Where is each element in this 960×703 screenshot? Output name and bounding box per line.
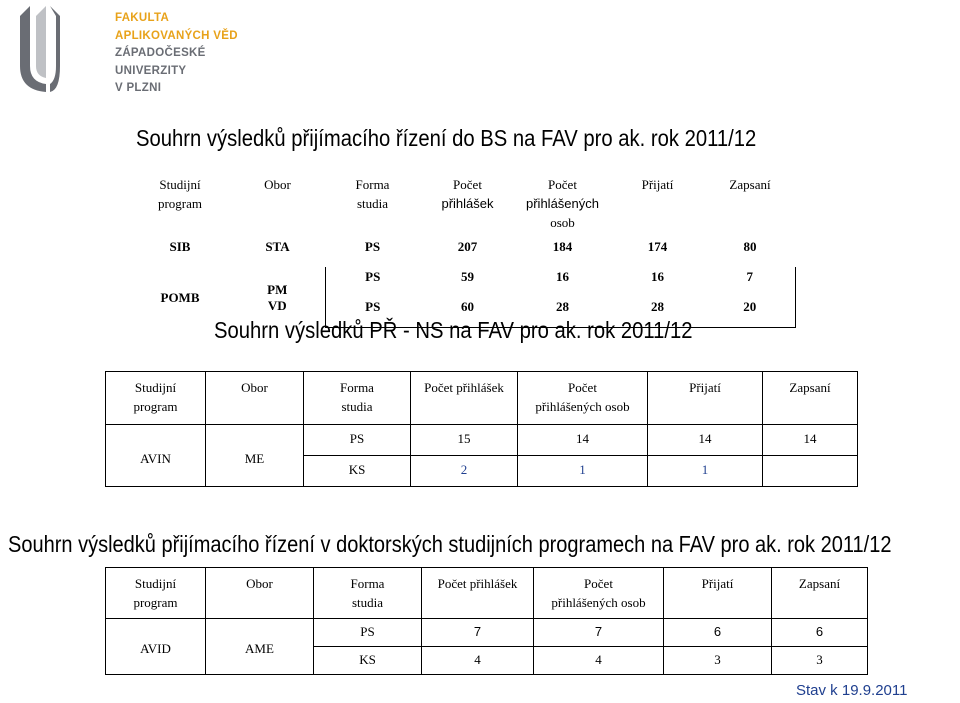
cell-prijati: 16 <box>651 269 664 284</box>
table-row <box>106 425 858 456</box>
cell-obor: AME <box>206 619 314 675</box>
cell-osob: 7 <box>534 619 664 647</box>
table-row <box>106 619 868 647</box>
bs-results-table <box>130 170 796 328</box>
cell-forma: PS <box>314 619 422 647</box>
logo-line-2: APLIKOVANÝCH VĚD <box>115 29 238 42</box>
header-program: Studijní program <box>157 177 203 211</box>
header-prijati: Přijatí <box>641 177 674 192</box>
cell-prijati: 6 <box>664 619 772 647</box>
cell-program: AVID <box>106 619 206 675</box>
cell-osob: 1 <box>518 456 648 487</box>
cell-prihlasek: 15 <box>411 425 518 456</box>
cell-program: AVIN <box>106 425 206 487</box>
header-prihlasek: Počet přihlášek <box>411 372 518 425</box>
header-zapsani: Zapsaní <box>729 177 771 192</box>
header-program: Studijní program <box>106 372 206 425</box>
faculty-logo-emblem-icon <box>12 4 102 94</box>
faculty-logo-text <box>115 10 238 98</box>
header-prihlasenych-osob: Počet přihlášených osob <box>526 177 599 230</box>
header-obor: Obor <box>206 568 314 619</box>
header-prijati: Přijatí <box>648 372 763 425</box>
cell-prijati: 174 <box>647 239 668 254</box>
cell-osob: 14 <box>518 425 648 456</box>
cell-zapsani: 3 <box>772 647 868 675</box>
doc-results-table <box>105 567 868 675</box>
cell-forma: PS <box>304 425 411 456</box>
cell-zapsani: 20 <box>705 297 795 328</box>
table-row <box>130 237 795 267</box>
header-forma: Forma studia <box>304 372 411 425</box>
cell-zapsani: 14 <box>763 425 858 456</box>
ns-results-table <box>105 371 858 487</box>
cell-obor: STA <box>265 239 290 254</box>
bs-results-title: Souhrn výsledků přijímacího řízení do BS na FAV pro ak. rok 2011/12 <box>136 125 757 151</box>
cell-obor: ME <box>206 425 304 487</box>
cell-program: SIB <box>169 239 191 254</box>
header-prihlasenych-osob: Počet přihlášených osob <box>518 372 648 425</box>
table-header-row <box>130 170 795 237</box>
header-prihlasek: Počet přihlášek <box>422 568 534 619</box>
cell-zapsani <box>763 456 858 487</box>
cell-program: POMB <box>160 290 200 306</box>
header-prihlasek: Počet přihlášek <box>441 177 494 211</box>
cell-osob: 28 <box>515 297 610 328</box>
doc-results-title: Souhrn výsledků přijímacího řízení v doktorských studijních programech na FAV pro ak. rok 2011/12 <box>8 531 892 557</box>
logo-line-1: FAKULTA <box>115 12 170 24</box>
logo-line-3: ZÁPADOČESKÉ <box>115 47 206 60</box>
cell-prihlasek: 2 <box>411 456 518 487</box>
header-prijati: Přijatí <box>664 568 772 619</box>
header-obor: Obor <box>206 372 304 425</box>
header-obor: Obor <box>264 177 291 192</box>
cell-zapsani: 80 <box>743 239 757 254</box>
logo-line-4: UNIVERZITY <box>115 64 187 77</box>
cell-prihlasek: 4 <box>422 647 534 675</box>
cell-prihlasek: 59 <box>461 269 474 284</box>
table-header-row <box>106 568 868 619</box>
ns-results-title: Souhrn výsledků PŘ - NS na FAV pro ak. rok 2011/12 <box>214 317 693 343</box>
table-header-row <box>106 372 858 425</box>
cell-zapsani: 7 <box>705 267 795 297</box>
logo-line-5: V PLZNI <box>115 82 162 95</box>
cell-prijati: 28 <box>610 297 705 328</box>
faculty-logo <box>12 4 238 112</box>
header-zapsani: Zapsaní <box>772 568 868 619</box>
cell-forma: PS <box>364 239 381 254</box>
cell-forma: KS <box>304 456 411 487</box>
status-date: Stav k 19.9.2011 <box>796 682 908 699</box>
header-program: Studijní program <box>106 568 206 619</box>
header-forma: Forma studia <box>314 568 422 619</box>
cell-forma: PS <box>325 267 420 297</box>
cell-forma: PS <box>325 297 420 328</box>
cell-obor: PM VD <box>267 282 288 314</box>
cell-forma: KS <box>314 647 422 675</box>
header-forma: Forma studia <box>355 177 390 211</box>
header-zapsani: Zapsaní <box>763 372 858 425</box>
cell-prijati: 3 <box>664 647 772 675</box>
cell-prijati: 1 <box>648 456 763 487</box>
cell-zapsani: 6 <box>772 619 868 647</box>
cell-osob: 184 <box>552 239 573 254</box>
cell-prihlasek: 60 <box>420 297 515 328</box>
table-row <box>130 267 795 297</box>
cell-osob: 16 <box>556 269 569 284</box>
header-prihlasenych-osob: Počet přihlášených osob <box>534 568 664 619</box>
cell-prihlasek: 207 <box>457 239 478 254</box>
cell-prijati: 14 <box>648 425 763 456</box>
cell-osob: 4 <box>534 647 664 675</box>
cell-prihlasek: 7 <box>422 619 534 647</box>
